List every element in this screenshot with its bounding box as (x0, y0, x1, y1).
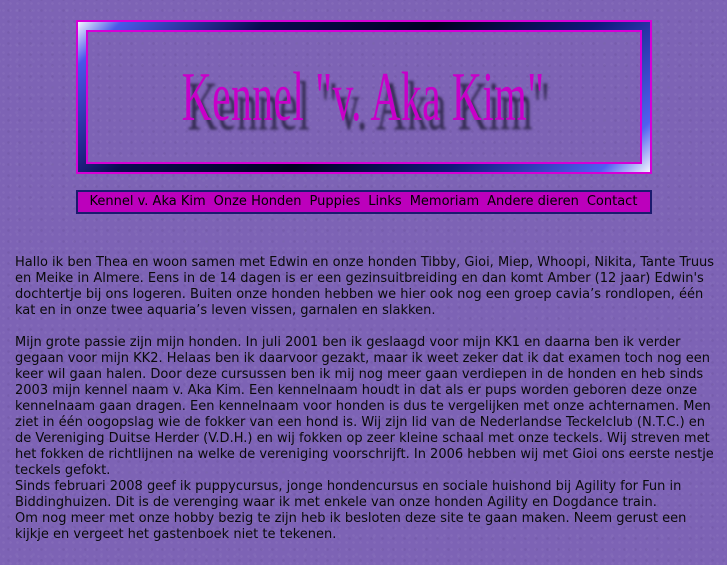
site-banner (76, 20, 652, 174)
site-title: Kennel "v. Aka Kim" (182, 57, 545, 136)
nav-item-onze-honden[interactable]: Onze Honden (213, 194, 302, 209)
nav-item-kennel-v-aka-kim[interactable]: Kennel v. Aka Kim (89, 194, 206, 209)
nav-item-links[interactable]: Links (368, 194, 402, 209)
nav-item-puppies[interactable]: Puppies (309, 194, 361, 209)
passion-paragraph: Mijn grote passie zijn mijn honden. In juli 2001 ben ik geslaagd voor mijn KK1 en daarna ben ik verder gegaan voor mijn KK2. Helaas ben ik daarvoor gezakt, maar ik weet zeker dat ik dat examen toch nog een keer wil gaan halen. Door deze cursussen ben ik mij nog meer gaan verdiepen in de honden en heb sinds 2003 mijn kennel naam v. Aka Kim. Een kennelnaam houdt in dat als er pups worden geboren deze onze kennelnaam gaan dragen. Een kennelnaam voor honden is dus te vergelijken met onze achternamen. Men ziet in één oogopslag wie de fokker van een hond is. Wij zijn lid van de Nederlandse Teckelclub (N.T.C.) en de Vereniging Duitse Herder (V.D.H.) en wij fokken op zeer kleine schaal met onze teckels. Wij streven met het fokken de richtlijnen na welke de vereniging voorschrijft. In 2006 hebben wij met Gioi ons eerste nestje teckels gefokt. (15, 335, 714, 478)
page-content (0, 214, 727, 543)
main-nav (76, 190, 652, 214)
cursus-paragraph: Sinds februari 2008 geef ik puppycursus, jonge hondencursus en sociale huishond bij Agility for Fun in Biddinghuizen. Dit is de verenging waar ik met enkele van onze honden Agility en Dogdance train. (15, 479, 682, 510)
intro-paragraph: Hallo ik ben Thea en woon samen met Edwin en onze honden Tibby, Gioi, Miep, Whoopi, Nikita, Tante Truus en Meike in Almere. Eens in de 14 dagen is er een gezinsuitbreiding en dan komt Amber (12 jaar) Edwin's dochtertje bij ons logeren. Buiten onze honden hebben we hier ook nog een groep cavia’s rondlopen, één kat en in onze twee aquaria’s leven vissen, garnalen en slakken. (15, 255, 715, 318)
banner-inner-panel (86, 30, 642, 164)
nav-item-memoriam[interactable]: Memoriam (409, 194, 480, 209)
page (0, 20, 727, 543)
nav-item-contact[interactable]: Contact (586, 194, 638, 209)
outro-paragraph: Om nog meer met onze hobby bezig te zijn heb ik besloten deze site te gaan maken. Neem gerust een kijkje en vergeet het gastenboek niet te tekenen. (15, 511, 687, 542)
banner-bevel-frame (78, 22, 650, 172)
nav-item-andere-dieren[interactable]: Andere dieren (487, 194, 579, 209)
